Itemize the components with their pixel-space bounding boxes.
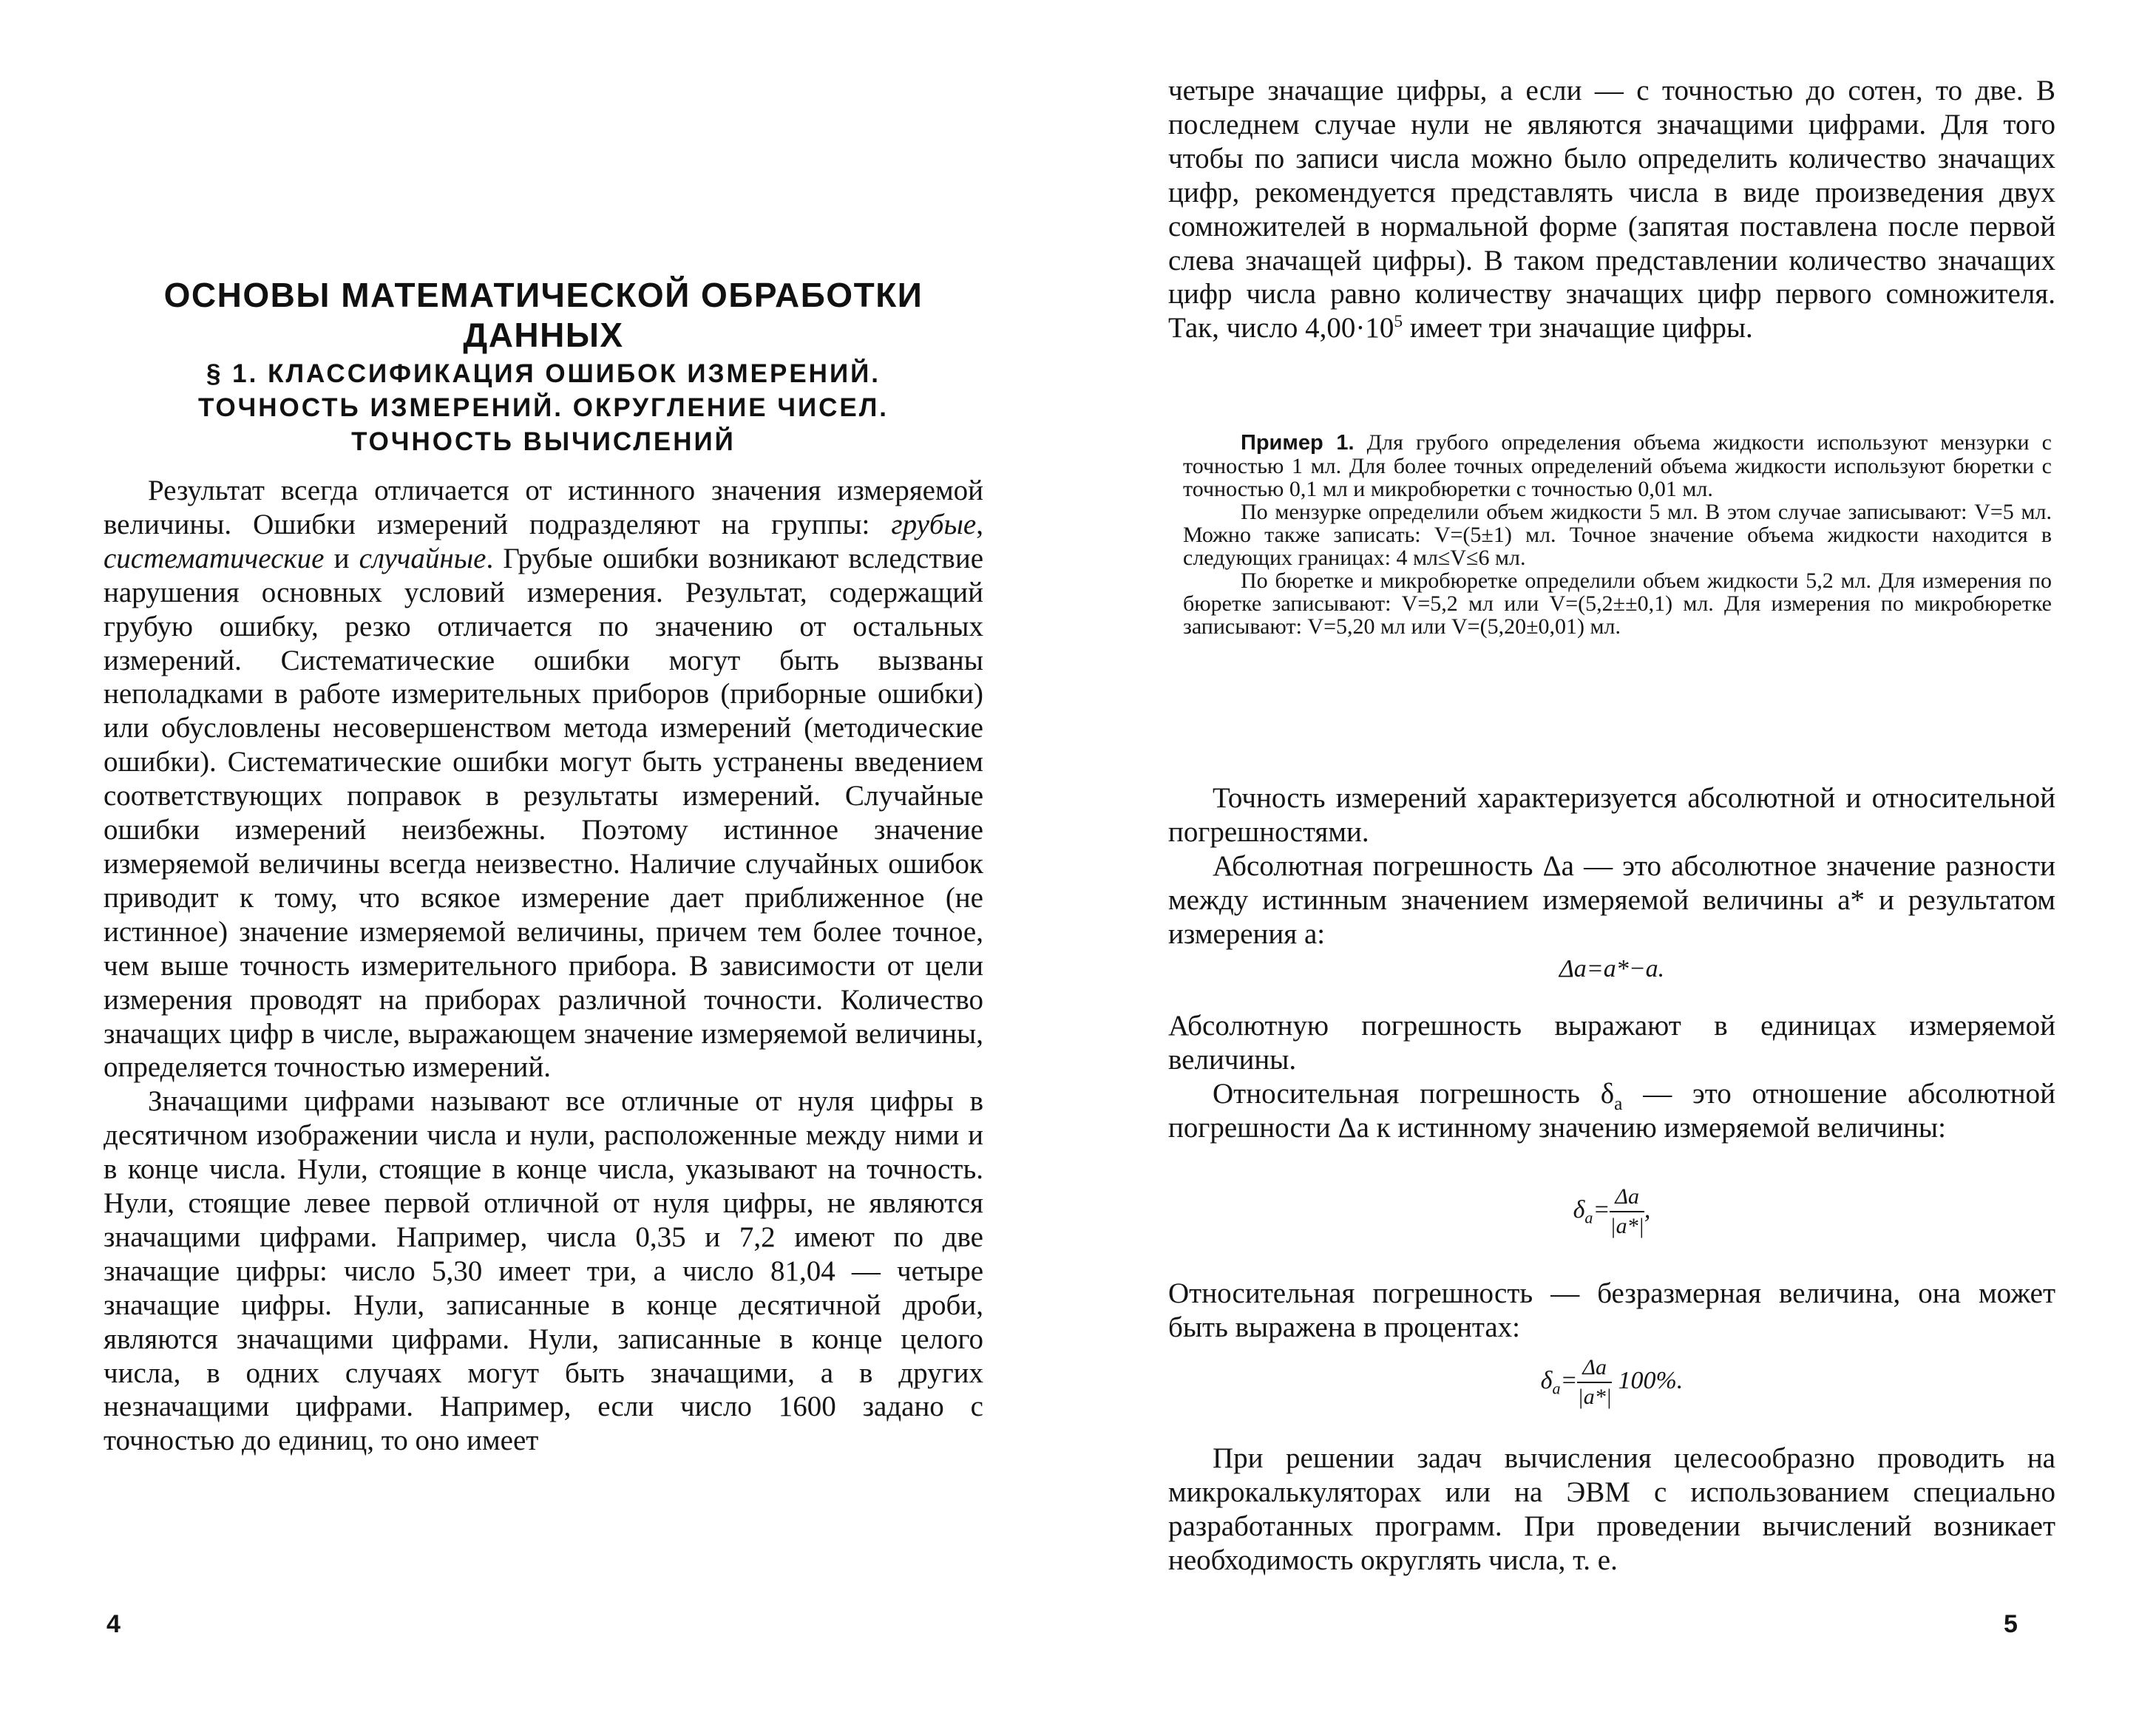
- section-heading-line-1: § 1. КЛАССИФИКАЦИЯ ОШИБОК ИЗМЕРЕНИЙ.: [206, 359, 881, 388]
- paragraph-dimensionless: Относительная погрешность — безразмерная величина, она может быть выражена в процентах:: [1168, 1277, 2055, 1343]
- right-page: [1168, 0, 2055, 1721]
- page-number-right: 5: [2004, 1610, 2018, 1638]
- relative-text-end: — это отношение абсолютной погрешности Δa к истинному значению измеряемой величины:: [1168, 1077, 2055, 1144]
- formula-rel-fraction: [1610, 1184, 1644, 1239]
- chapter-title: ОСНОВЫ МАТЕМАТИЧЕСКОЙ ОБРАБОТКИ ДАННЫХ: [163, 276, 923, 354]
- example-paragraph-2: По мензурке определили объем жидкости 5 мл. В этом случае записывают: V=5 мл. Можно также записать: V=(5±1) мл. Точное значение объема жидкости находится в следующих границах: 4 мл≤V≤6 мл.: [1183, 500, 2052, 570]
- left-page: [104, 0, 983, 1721]
- relative-text-start: Относительная погрешность δ: [1213, 1077, 1615, 1110]
- example-paragraph-3: По бюретке и микробюретке определили объем жидкости 5,2 мл. Для измерения по бюретке записывают: V=5,2 мл или V=(5,2±±0,1) мл. Для измерения по микробюретке записывают: V=5,20 мл или V=(5,20±0,01) мл.: [1183, 568, 2052, 639]
- formula-pct-eq: =: [1560, 1366, 1578, 1394]
- paragraph-continuation: [1168, 74, 2055, 345]
- right-continuation-text: [1168, 74, 2055, 345]
- power-exponent: 5: [1394, 312, 1403, 332]
- example-label: Пример 1.: [1241, 431, 1355, 455]
- formula-pct-sub: a: [1552, 1379, 1561, 1398]
- para1-text-end: . Грубые ошибки возникают вследствие нарушения основных условий измерения. Результат, содержащий грубую ошибку, резко отличается по значению от остальных измерений. Систематические ошибки могут быть вызваны неполадками в работе измерительных приборов (приборные ошибки) или обусловлены несовершенством метода измерений (методические ошибки). Систематические ошибки могут быть устранены введением соответствующих поправок в результаты измерений. Случайные ошибки измерений неизбежны. Поэтому истинное значение измеряемой величины всегда неизвестно. Наличие случайных ошибок приводит к тому, что всякое измерение дает приближенное (не истинное) значение измеряемой величины, причем тем более точное, чем выше точность измерительного прибора. В зависимости от цели измерения проводят на приборах различной точности. Количество значащих цифр в числе, выражающем значение измеряемой величины, определяется точностью измерений.: [104, 542, 984, 1084]
- paragraph-significant-digits: Значащими цифрами называют все отличные от нуля цифры в десятичном изображении числа и нули, расположенные между ними и в конце числа. Нули, стоящие в конце числа, указывают на точность. Нули, стоящие левее первой отличной от нуля цифры, не являются значащими цифрами. Например, числа 0,35 и 7,2 имеют по две значащие цифры: число 5,30 имеет три, а число 81,04 — четыре значащие цифры. Нули, записанные в конце десятичной дроби, являются значащими цифрами. Нули, записанные в конце целого числа, в одних случаях могут быть значащими, а в других незначащими цифрами. Например, если число 1600 задано с точностью до единиц, то оно имеет: [104, 1085, 983, 1457]
- example-paragraph-1: [1183, 431, 2052, 500]
- formula-pct-fraction: [1577, 1355, 1612, 1410]
- formula-rel-numerator: Δa: [1610, 1184, 1644, 1212]
- relative-subscript: a: [1614, 1093, 1623, 1114]
- formula-rel-sub: a: [1584, 1208, 1593, 1227]
- paragraph-absolute-error: Абсолютная погрешность Δa — это абсолютное значение разности между истинным значением измеряемой величины a* и результатом измерения a:: [1168, 849, 2055, 950]
- formula-rel-tail: ,: [1644, 1195, 1651, 1223]
- formula-rel-lhs: δ: [1573, 1195, 1585, 1223]
- term-separator-2: и: [324, 542, 359, 574]
- continuation-text-start: четыре значащие цифры, а если — с точностью до сотен, то две. В последнем случае нули не являются значащими цифрами. Для того чтобы по записи числа можно было определить количество значащих цифр, рекомендуется представлять числа в виде произведения двух сомножителей в нормальной форме (запятая поставлена после первой слева значащей цифры). В таком представлении количество значащих цифр числа равно количеству значащих цифр первого сомножителя. Так, число 4,00·10: [1168, 75, 2055, 344]
- paragraph-calculation: При решении задач вычисления целесообразно проводить на микрокалькуляторах или на ЭВМ с использованием специально разработанных программ. При проведении вычислений возникает необходимость округлять числа, т. е.: [1168, 1442, 2055, 1576]
- para1-text-start: Результат всегда отличается от истинного значения измеряемой величины. Ошибки измерений подразделяют на группы:: [104, 475, 983, 540]
- section-heading-line-3: ТОЧНОСТЬ ВЫЧИСЛЕНИЙ: [351, 427, 736, 456]
- term-separator-1: ,: [976, 508, 983, 540]
- left-body-text: [104, 474, 983, 1458]
- section-heading-line-2: ТОЧНОСТЬ ИЗМЕРЕНИЙ. ОКРУГЛЕНИЕ ЧИСЕЛ.: [197, 393, 889, 422]
- paragraph-error-classification: [104, 474, 983, 1084]
- right-body-text-dimensionless: [1168, 1277, 2055, 1345]
- formula-relative-error: [1168, 1184, 2055, 1239]
- example-text-1: Для грубого определения объема жидкости используют мензурки с точностью 1 мл. Для более точных определений объема жидкости используют бюретки с точностью 0,1 мл и микробюретки с точностью 0,01 мл.: [1183, 430, 2052, 501]
- formula-relative-percent: [1168, 1355, 2055, 1410]
- term-gross: грубые: [891, 508, 977, 540]
- continuation-text-end: имеет три значащие цифры.: [1403, 312, 1753, 344]
- term-random: случайные: [359, 542, 487, 574]
- term-systematic: систематические: [104, 542, 325, 574]
- right-body-text-accuracy: [1168, 781, 2055, 951]
- paragraph-absolute-units: Абсолютную погрешность выражают в единицах измеряемой величины.: [1168, 1010, 2055, 1076]
- formula-pct-numerator: Δa: [1577, 1355, 1612, 1383]
- formula-rel-eq: =: [1593, 1195, 1610, 1223]
- formula-pct-lhs: δ: [1540, 1366, 1553, 1394]
- section-heading: [104, 357, 983, 459]
- formula-pct-tail: 100%.: [1611, 1366, 1684, 1394]
- paragraph-relative-error: [1168, 1077, 2055, 1145]
- paragraph-accuracy: Точность измерений характеризуется абсолютной и относительной погрешностями.: [1168, 782, 2055, 848]
- example-1: [1183, 431, 2052, 638]
- formula-rel-denominator: |a*|: [1610, 1214, 1644, 1238]
- right-body-text-calculation: [1168, 1442, 2055, 1578]
- right-body-text-relative: [1168, 1009, 2055, 1145]
- formula-pct-denominator: |a*|: [1577, 1385, 1612, 1409]
- formula-absolute-error: Δa=a*−a.: [1559, 955, 1665, 982]
- page-number-left: 4: [106, 1610, 121, 1638]
